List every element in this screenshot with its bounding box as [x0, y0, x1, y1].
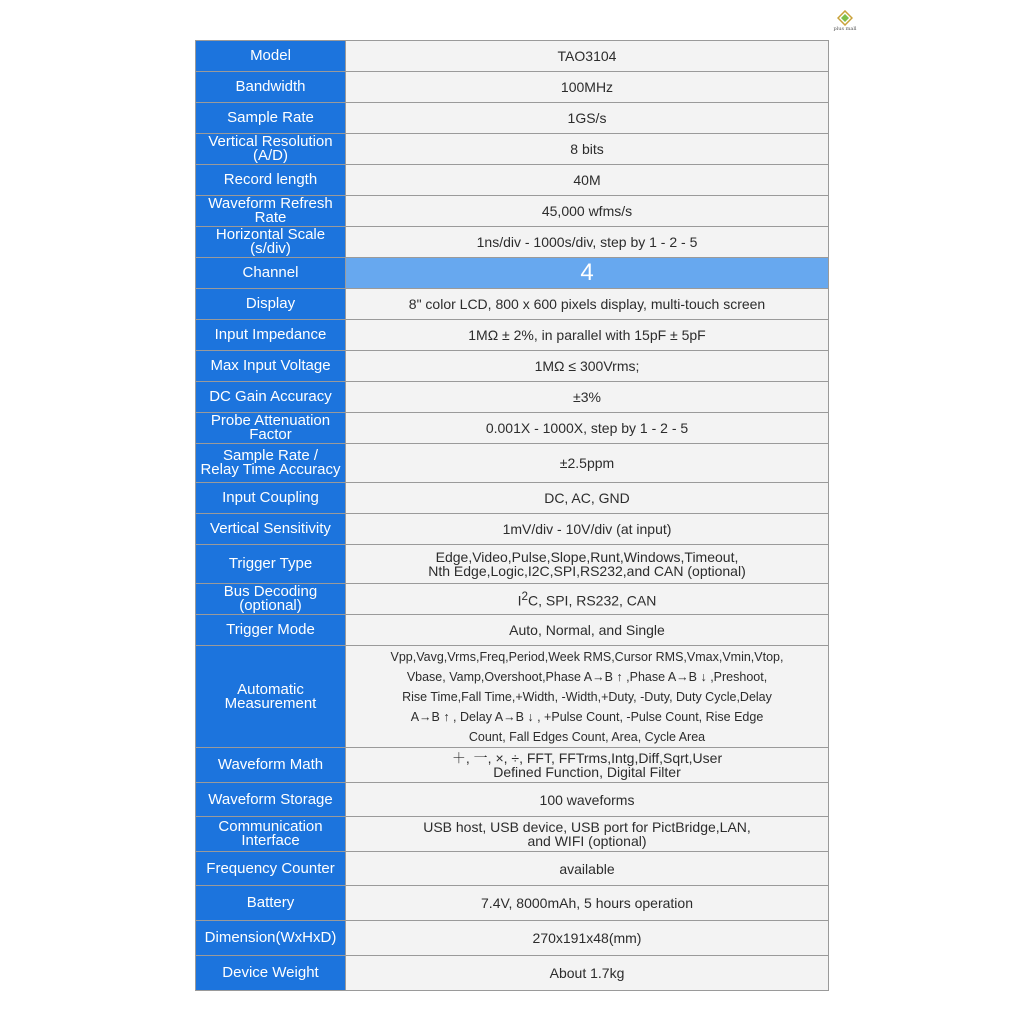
spec-row-communication-interface — [196, 817, 829, 852]
spec-label: Bandwidth — [196, 72, 346, 103]
spec-label: Waveform Math — [196, 748, 346, 783]
spec-label: Max Input Voltage — [196, 351, 346, 382]
spec-value: available — [346, 852, 829, 886]
spec-row-record-length — [196, 165, 829, 196]
spec-value: 1MΩ ≤ 300Vrms; — [346, 351, 829, 382]
spec-value: ＋, 一, ×, ÷, FFT, FFTrms,Intg,Diff,Sqrt,User Defined Function, Digital Filter — [346, 748, 829, 783]
spec-label: Communication Interface — [196, 817, 346, 852]
spec-value: About 1.7kg — [346, 956, 829, 991]
spec-label: Device Weight — [196, 956, 346, 991]
spec-value: 1GS/s — [346, 103, 829, 134]
spec-label: Vertical Resolution (A/D) — [196, 134, 346, 165]
spec-row-trigger-type — [196, 545, 829, 584]
spec-value: 0.001X - 1000X, step by 1 - 2 - 5 — [346, 413, 829, 444]
spec-value: Vpp,Vavg,Vrms,Freq,Period,Week RMS,Cursor RMS,Vmax,Vmin,Vtop, Vbase, Vamp,Overshoot,Phase A→B ↑ ,Phase A→B ↓ ,Preshoot, Rise Time,Fall Time,+Width, -Width,+Duty, -Duty, Duty Cycle,Delay A→B ↑ , Delay A→B ↓ , +Pulse Count, -Pulse Count, Rise Edge Count, Fall Edges Count, Area, Cycle Area — [346, 646, 829, 748]
spec-row-frequency-counter — [196, 852, 829, 886]
spec-row-max-input-voltage — [196, 351, 829, 382]
spec-label: Frequency Counter — [196, 852, 346, 886]
spec-value: 1mV/div - 10V/div (at input) — [346, 514, 829, 545]
spec-value: 270x191x48(mm) — [346, 921, 829, 956]
spec-label: DC Gain Accuracy — [196, 382, 346, 413]
spec-value: Auto, Normal, and Single — [346, 615, 829, 646]
diamond-logo-icon — [837, 10, 853, 26]
spec-label: Battery — [196, 886, 346, 921]
spec-row-bus-decoding — [196, 584, 829, 615]
spec-row-battery — [196, 886, 829, 921]
spec-value: TAO3104 — [346, 41, 829, 72]
brand-logo — [830, 10, 860, 38]
spec-label: Trigger Type — [196, 545, 346, 584]
spec-label: Input Impedance — [196, 320, 346, 351]
spec-row-waveform-storage — [196, 783, 829, 817]
spec-label: Horizontal Scale (s/div) — [196, 227, 346, 258]
spec-row-vertical-resolution — [196, 134, 829, 165]
spec-value — [346, 584, 829, 615]
spec-row-model — [196, 41, 829, 72]
spec-row-horizontal-scale — [196, 227, 829, 258]
spec-row-input-impedance — [196, 320, 829, 351]
spec-row-dc-gain-accuracy — [196, 382, 829, 413]
spec-row-input-coupling — [196, 483, 829, 514]
spec-label: Bus Decoding (optional) — [196, 584, 346, 615]
spec-row-display — [196, 289, 829, 320]
spec-value-highlight: 4 — [346, 258, 829, 289]
spec-label: Dimension(WxHxD) — [196, 921, 346, 956]
spec-row-trigger-mode — [196, 615, 829, 646]
spec-label: Waveform Storage — [196, 783, 346, 817]
logo-text: plus mall — [833, 26, 857, 32]
spec-value: Edge,Video,Pulse,Slope,Runt,Windows,Timeout, Nth Edge,Logic,I2C,SPI,RS232,and CAN (optional) — [346, 545, 829, 584]
spec-row-waveform-refresh-rate — [196, 196, 829, 227]
spec-value: 1ns/div - 1000s/div, step by 1 - 2 - 5 — [346, 227, 829, 258]
spec-value: 100 waveforms — [346, 783, 829, 817]
bus-superscript: 2 — [521, 590, 528, 604]
spec-row-dimension — [196, 921, 829, 956]
spec-row-device-weight — [196, 956, 829, 991]
spec-value: 100MHz — [346, 72, 829, 103]
spec-row-automatic-measurement — [196, 646, 829, 748]
spec-row-waveform-math — [196, 748, 829, 783]
spec-label: Vertical Sensitivity — [196, 514, 346, 545]
spec-value: 45,000 wfms/s — [346, 196, 829, 227]
spec-value: USB host, USB device, USB port for PictBridge,LAN, and WIFI (optional) — [346, 817, 829, 852]
spec-value: DC, AC, GND — [346, 483, 829, 514]
spec-value: 8 bits — [346, 134, 829, 165]
spec-row-sample-rate-accuracy — [196, 444, 829, 483]
spec-label: Channel — [196, 258, 346, 289]
spec-label: Probe Attenuation Factor — [196, 413, 346, 444]
spec-row-channel — [196, 258, 829, 289]
spec-row-sample-rate — [196, 103, 829, 134]
bus-suffix: C, SPI, RS232, CAN — [527, 592, 657, 609]
spec-row-bandwidth — [196, 72, 829, 103]
spec-value: ±2.5ppm — [346, 444, 829, 483]
spec-label: Sample Rate — [196, 103, 346, 134]
spec-value: ±3% — [346, 382, 829, 413]
spec-row-probe-attenuation — [196, 413, 829, 444]
spec-table — [195, 40, 829, 991]
spec-label: Sample Rate / Relay Time Accuracy — [196, 444, 346, 483]
spec-value: 1MΩ ± 2%, in parallel with 15pF ± 5pF — [346, 320, 829, 351]
spec-label: Display — [196, 289, 346, 320]
spec-row-vertical-sensitivity — [196, 514, 829, 545]
spec-value: 8" color LCD, 800 x 600 pixels display, multi-touch screen — [346, 289, 829, 320]
spec-label: Trigger Mode — [196, 615, 346, 646]
spec-label: Automatic Measurement — [196, 646, 346, 748]
spec-label: Input Coupling — [196, 483, 346, 514]
spec-label: Record length — [196, 165, 346, 196]
spec-label: Model — [196, 41, 346, 72]
spec-value: 40M — [346, 165, 829, 196]
spec-value: 7.4V, 8000mAh, 5 hours operation — [346, 886, 829, 921]
bus-prefix: I — [517, 592, 522, 609]
spec-label: Waveform Refresh Rate — [196, 196, 346, 227]
